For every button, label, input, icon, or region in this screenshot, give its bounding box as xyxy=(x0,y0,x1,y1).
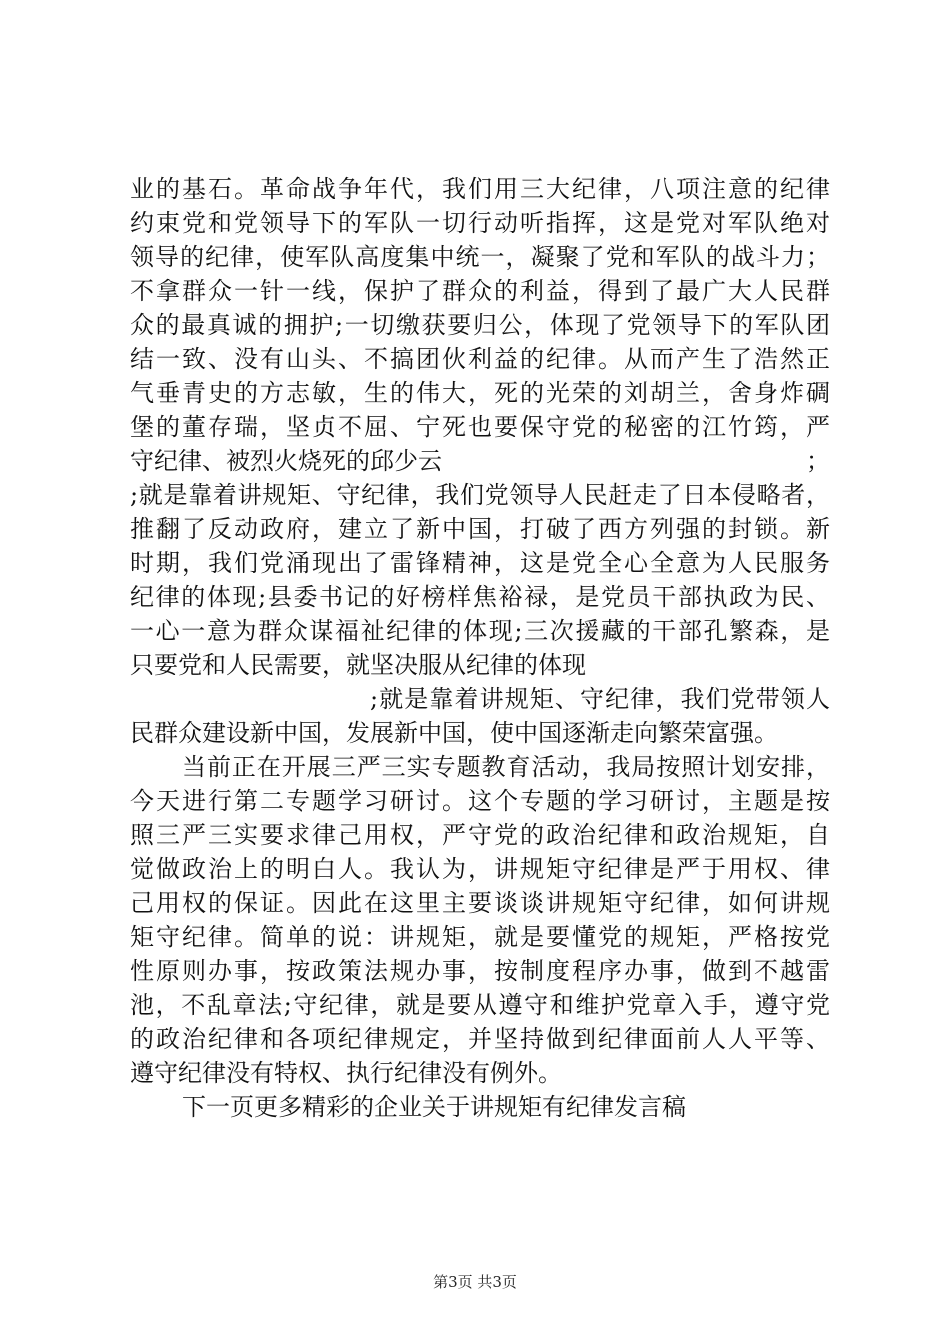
text-line: 气垂青史的方志敏，生的伟大，死的光荣的刘胡兰，舍身炸碉 xyxy=(130,379,830,407)
text-line: 结一致、没有山头、不搞团伙利益的纪律。从而产生了浩然正 xyxy=(130,345,830,373)
text-line: 一心一意为群众谋福祉纪律的体现;三次援藏的干部孔繁森，是 xyxy=(130,617,830,645)
text-line xyxy=(130,444,830,478)
text-line: 觉做政治上的明白人。我认为，讲规矩守纪律是严于用权、律 xyxy=(130,855,830,883)
text-line: 照三严三实要求律己用权，严守党的政治纪律和政治规矩，自 xyxy=(130,821,830,849)
paragraph-first-line: 当前正在开展三严三实专题教育活动，我局按照计划安排， xyxy=(182,753,830,781)
text-line-head: 守纪律、被烈火烧死的邱少云 xyxy=(130,447,442,475)
text-line: ;就是靠着讲规矩、守纪律，我们党领导人民赶走了日本侵略者， xyxy=(130,481,830,509)
text-line: 的政治纪律和各项纪律规定，并坚持做到纪律面前人人平等、 xyxy=(130,1025,830,1053)
text-line: ;就是靠着讲规矩、守纪律，我们党带领人 xyxy=(370,685,830,713)
text-line: 矩守纪律。简单的说：讲规矩，就是要懂党的规矩，严格按党 xyxy=(130,923,830,951)
text-line: 己用权的保证。因此在这里主要谈谈讲规矩守纪律，如何讲规 xyxy=(130,889,830,917)
text-line: 堡的董存瑞，坚贞不屈、宁死也要保守党的秘密的江竹筠，严 xyxy=(130,413,830,441)
text-line: 池，不乱章法;守纪律，就是要从遵守和维护党章入手，遵守党 xyxy=(130,991,830,1019)
text-line: 遵守纪律没有特权、执行纪律没有例外。 xyxy=(130,1059,562,1087)
text-line: 领导的纪律，使军队高度集中统一，凝聚了党和军队的战斗力； xyxy=(130,243,830,271)
text-line: 不拿群众一针一线，保护了群众的利益，得到了最广大人民群 xyxy=(130,277,830,305)
text-line: 纪律的体现;县委书记的好榜样焦裕禄，是党员干部执政为民、 xyxy=(130,583,830,611)
text-line: 民群众建设新中国，发展新中国，使中国逐渐走向繁荣富强。 xyxy=(130,719,778,747)
text-line: 时期，我们党涌现出了雷锋精神，这是党全心全意为人民服务 xyxy=(130,549,830,577)
text-line: 约束党和党领导下的军队一切行动听指挥，这是党对军队绝对 xyxy=(130,209,830,237)
text-line: 推翻了反动政府，建立了新中国，打破了西方列强的封锁。新 xyxy=(130,515,830,543)
text-line: 众的最真诚的拥护;一切缴获要归公，体现了党领导下的军队团 xyxy=(130,311,830,339)
next-page-link-text: 下一页更多精彩的企业关于讲规矩有纪律发言稿 xyxy=(182,1093,686,1121)
body-text xyxy=(130,172,830,1124)
text-line: 业的基石。革命战争年代，我们用三大纪律，八项注意的纪律 xyxy=(130,175,830,203)
text-line: 今天进行第二专题学习研讨。这个专题的学习研讨，主题是按 xyxy=(130,787,830,815)
page-footer: 第3页 共3页 xyxy=(433,1273,517,1291)
text-line: 性原则办事，按政策法规办事，按制度程序办事，做到不越雷 xyxy=(130,957,830,985)
text-line: 只要党和人民需要，就坚决服从纪律的体现 xyxy=(130,651,586,679)
text-line-tail-mark: ； xyxy=(806,447,830,475)
